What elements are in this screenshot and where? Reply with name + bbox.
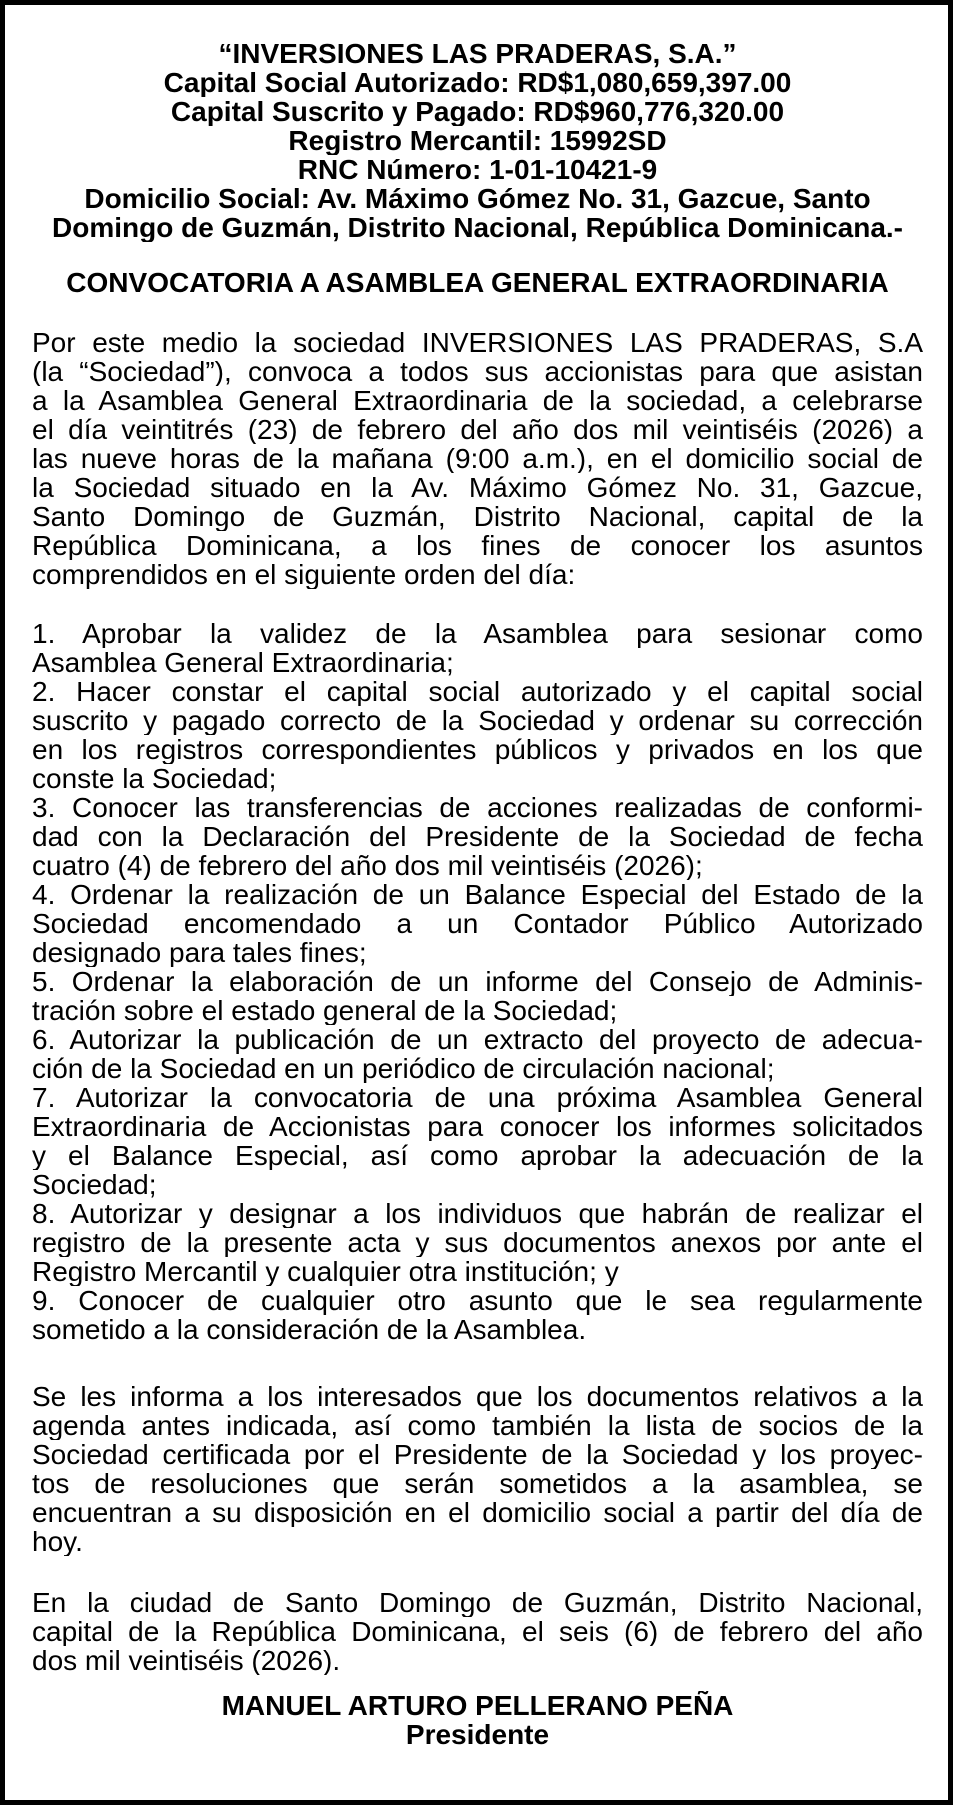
agenda-item-7 <box>32 1083 923 1199</box>
text-line: a la Asamblea General Extraordinaria de la sociedad, a celebrarse <box>32 386 923 415</box>
text-line: tración sobre el estado general de la Sociedad; <box>32 996 618 1025</box>
text-line: 5. Ordenar la elaboración de un informe del Consejo de Adminis- <box>32 967 923 996</box>
agenda-list <box>32 619 923 1344</box>
signer-role: Presidente <box>405 1720 550 1749</box>
text-line: (la “Sociedad”), convoca a todos sus accionistas para que asistan <box>32 357 923 386</box>
text-line: Por este medio la sociedad INVERSIONES LAS PRADERAS, S.A <box>32 328 923 357</box>
signature-block <box>32 1691 923 1749</box>
text-line: RNC Número: 1-01-10421-9 <box>297 155 658 184</box>
text-line: dos mil veintiséis (2026). <box>32 1646 341 1675</box>
text-line: capital de la República Dominicana, el seis (6) de febrero del año <box>32 1617 923 1646</box>
agenda-item-1 <box>32 619 923 677</box>
text-line: 8. Autorizar y designar a los individuos que habrán de realizar el <box>32 1199 923 1228</box>
agenda-item-5 <box>32 967 923 1025</box>
text-line: 6. Autorizar la publicación de un extracto del proyecto de adecua- <box>32 1025 923 1054</box>
text-line: Sociedad; <box>32 1170 157 1199</box>
agenda-item-3 <box>32 793 923 880</box>
agenda-item-8 <box>32 1199 923 1286</box>
text-line: registro de la presente acta y sus documentos anexos por ante el <box>32 1228 923 1257</box>
text-line: Domingo de Guzmán, Distrito Nacional, República Dominicana.- <box>52 213 903 242</box>
text-line: Se les informa a los interesados que los documentos relativos a la <box>32 1382 923 1411</box>
text-line: Registro Mercantil y cualquier otra institución; y <box>32 1257 619 1286</box>
text-line: y el Balance Especial, así como aprobar la adecuación de la <box>32 1141 923 1170</box>
documents-availability-paragraph <box>32 1382 923 1556</box>
text-line: “INVERSIONES LAS PRADERAS, S.A.” <box>218 39 737 68</box>
agenda-item-2 <box>32 677 923 793</box>
text-line: en los registros correspondientes públicos y privados en los que <box>32 735 923 764</box>
text-line: 4. Ordenar la realización de un Balance Especial del Estado de la <box>32 880 923 909</box>
intro-paragraph <box>32 328 923 589</box>
agenda-item-9 <box>32 1286 923 1344</box>
text-line: hoy. <box>32 1527 83 1556</box>
text-line: Registro Mercantil: 15992SD <box>288 126 667 155</box>
text-line: 1. Aprobar la validez de la Asamblea para sesionar como <box>32 619 923 648</box>
text-line: Domicilio Social: Av. Máximo Gómez No. 31, Gazcue, Santo <box>84 184 871 213</box>
text-line: tos de resoluciones que serán sometidos a la asamblea, se <box>32 1469 923 1498</box>
text-line: cuatro (4) de febrero del año dos mil veintiséis (2026); <box>32 851 703 880</box>
text-line: En la ciudad de Santo Domingo de Guzmán, Distrito Nacional, <box>32 1588 923 1617</box>
text-line: Sociedad encomendado a un Contador Público Autorizado <box>32 909 923 938</box>
text-line: agenda antes indicada, así como también la lista de socios de la <box>32 1411 923 1440</box>
text-line: conste la Sociedad; <box>32 764 277 793</box>
text-line: Sociedad certificada por el Presidente de la Sociedad y los proyec- <box>32 1440 923 1469</box>
text-line: Santo Domingo de Guzmán, Distrito Nacional, capital de la <box>32 502 923 531</box>
text-line: Capital Suscrito y Pagado: RD$960,776,320.00 <box>170 97 785 126</box>
text-line: Asamblea General Extraordinaria; <box>32 648 454 677</box>
text-line: Capital Social Autorizado: RD$1,080,659,397.00 <box>163 68 792 97</box>
text-line: 3. Conocer las transferencias de acciones realizadas de conformi- <box>32 793 923 822</box>
text-line: Extraordinaria de Accionistas para conocer los informes solicitados <box>32 1112 923 1141</box>
agenda-item-6 <box>32 1025 923 1083</box>
text-line: sometido a la consideración de la Asamblea. <box>32 1315 587 1344</box>
signer-name: MANUEL ARTURO PELLERANO PEÑA <box>221 1691 734 1720</box>
company-masthead <box>32 39 923 242</box>
text-line: las nueve horas de la mañana (9:00 a.m.), en el domicilio social de <box>32 444 923 473</box>
text-line: dad con la Declaración del Presidente de la Sociedad de fecha <box>32 822 923 851</box>
text-line: la Sociedad situado en la Av. Máximo Gómez No. 31, Gazcue, <box>32 473 923 502</box>
agenda-item-4 <box>32 880 923 967</box>
text-line: ción de la Sociedad en un periódico de circulación nacional; <box>32 1054 775 1083</box>
text-line: el día veintitrés (23) de febrero del año dos mil veintiséis (2026) a <box>32 415 923 444</box>
text-line: 7. Autorizar la convocatoria de una próxima Asamblea General <box>32 1083 923 1112</box>
text-line: designado para tales fines; <box>32 938 367 967</box>
closing-date-paragraph <box>32 1588 923 1675</box>
text-line: 9. Conocer de cualquier otro asunto que le sea regularmente <box>32 1286 923 1315</box>
text-line: suscrito y pagado correcto de la Sociedad y ordenar su corrección <box>32 706 923 735</box>
text-line: comprendidos en el siguiente orden del día: <box>32 560 576 589</box>
notice-title: CONVOCATORIA A ASAMBLEA GENERAL EXTRAORDINARIA <box>66 268 889 297</box>
text-line: República Dominicana, a los fines de conocer los asuntos <box>32 531 923 560</box>
text-line: 2. Hacer constar el capital social autorizado y el capital social <box>32 677 923 706</box>
text-line: encuentran a su disposición en el domicilio social a partir del día de <box>32 1498 923 1527</box>
